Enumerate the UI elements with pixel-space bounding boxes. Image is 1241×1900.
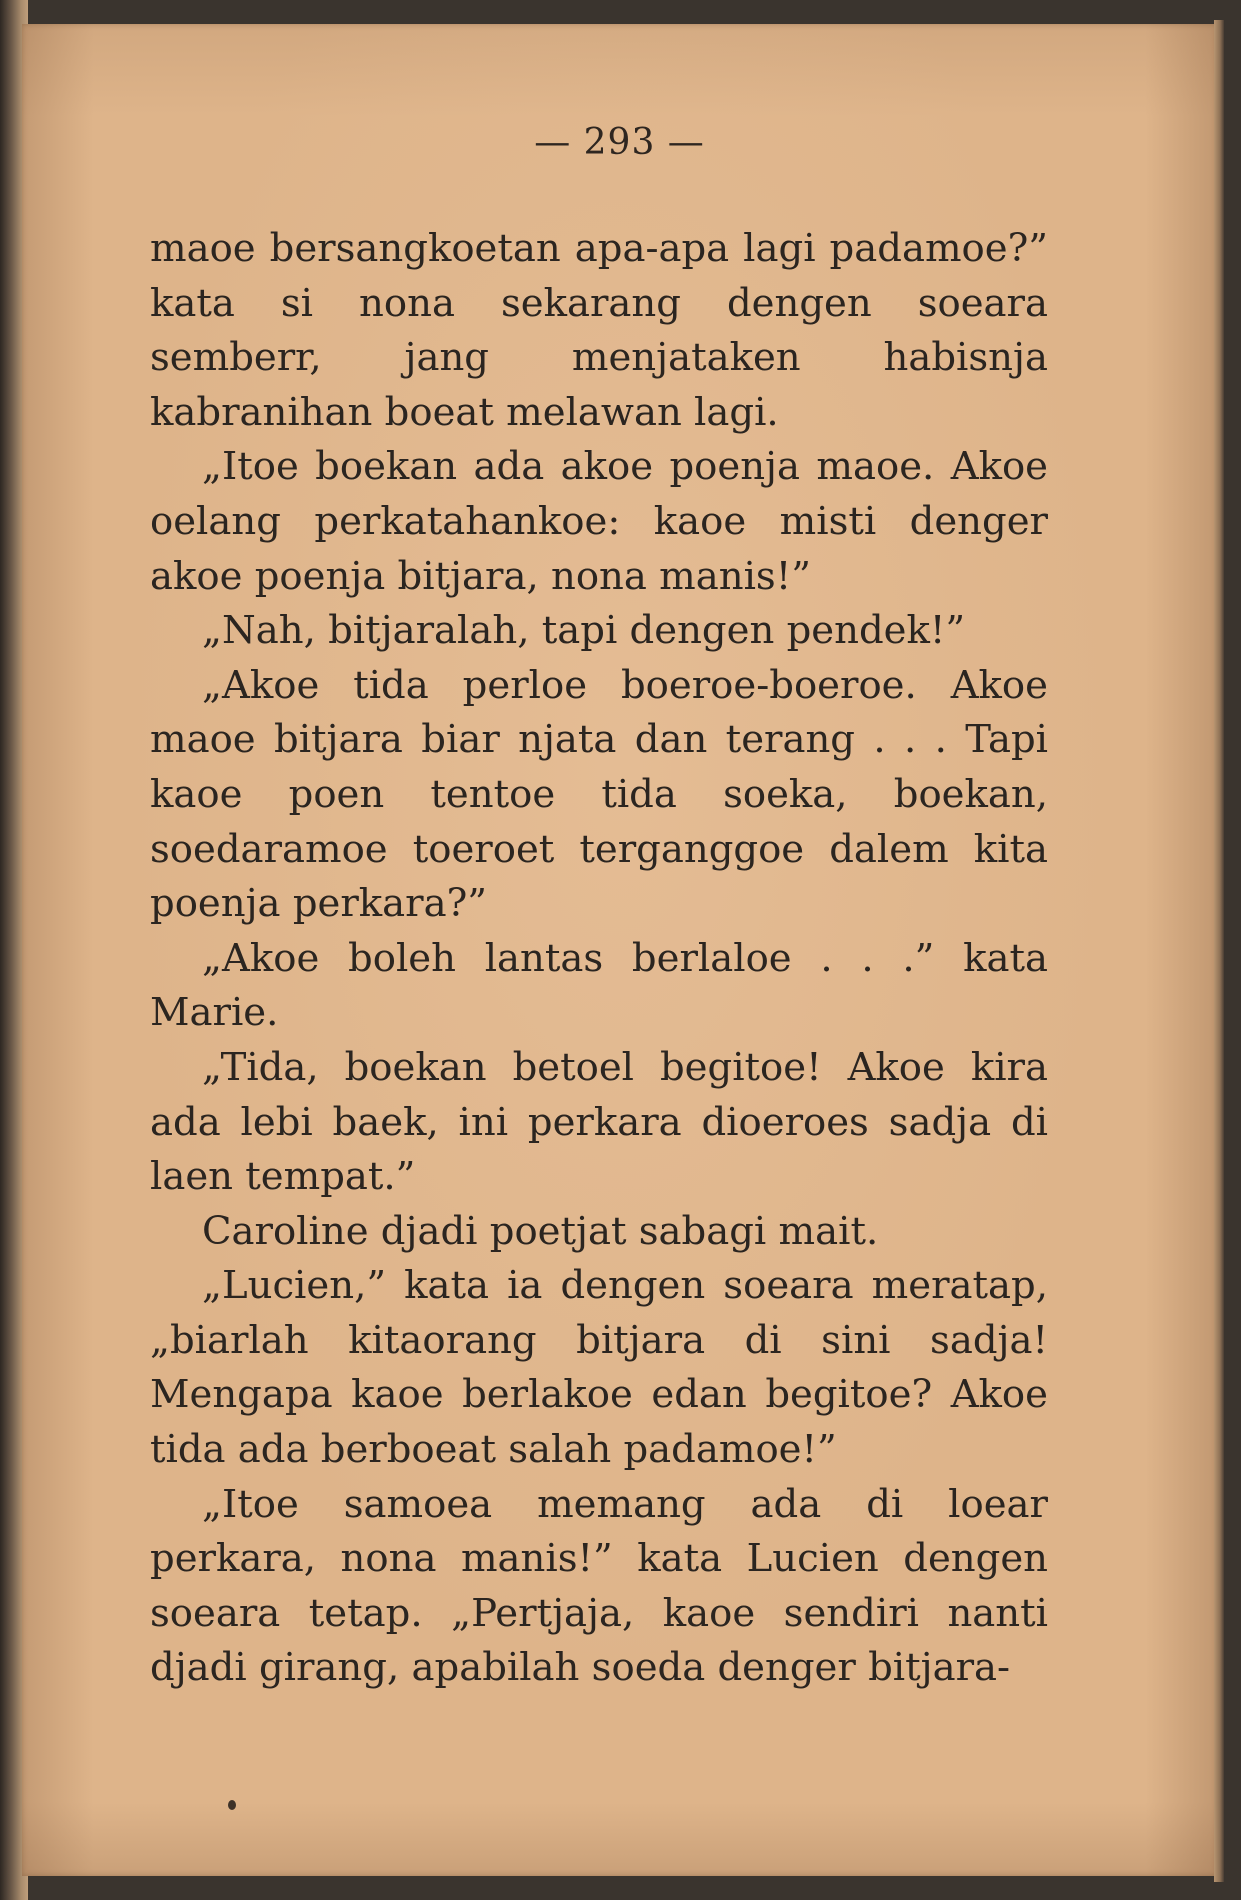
body-text <box>150 222 1048 1696</box>
paragraph-1: maoe bersangkoetan apa-apa lagi padamoe?” kata si nona sekarang dengen soeara semberr, jang menjataken habisnja kabranihan boeat melawan lagi. <box>150 226 1048 435</box>
paragraph-4: „Akoe tida perloe boeroe-boeroe. Akoe maoe bitjara biar njata dan terang . . . Tapi kaoe poen tentoe tida soeka, boekan, soedaramoe toeroet terganggoe dalem kita poenja perkara?” <box>150 662 1048 927</box>
paragraph-5: „Akoe boleh lantas berlaloe . . .” kata Marie. <box>150 935 1048 1036</box>
paragraph-7: Caroline djadi poetjat sabagi mait. <box>202 1208 879 1254</box>
page-edge <box>1214 20 1224 1882</box>
paragraph-6: „Tida, boekan betoel begitoe! Akoe kira ada lebi baek, ini perkara dioeroes sadja di laen tempat.” <box>150 1044 1048 1200</box>
ink-speck <box>228 1800 236 1810</box>
paragraph-2: „Itoe boekan ada akoe poenja maoe. Akoe oelang perkatahankoe: kaoe misti denger akoe poenja bitjara, nona manis!” <box>150 444 1048 599</box>
page-sheet <box>22 24 1217 1876</box>
paragraph-3: „Nah, bitjaralah, tapi dengen pendek!” <box>202 608 966 654</box>
page-number: — 293 — <box>534 122 705 163</box>
paragraph-9: „Itoe samoea memang ada di loear perkara, nona manis!” kata Lucien dengen soeara tetap. „Pertjaja, kaoe sendiri nanti djadi girang, apabilah soeda denger bitjara- <box>150 1481 1048 1691</box>
paragraph-8: „Lucien,” kata ia dengen soeara meratap, „biarlah kitaorang bitjara di sini sadja! Mengapa kaoe berlakoe edan begitoe? Akoe tida ada berboeat salah padamoe!” <box>150 1263 1048 1473</box>
